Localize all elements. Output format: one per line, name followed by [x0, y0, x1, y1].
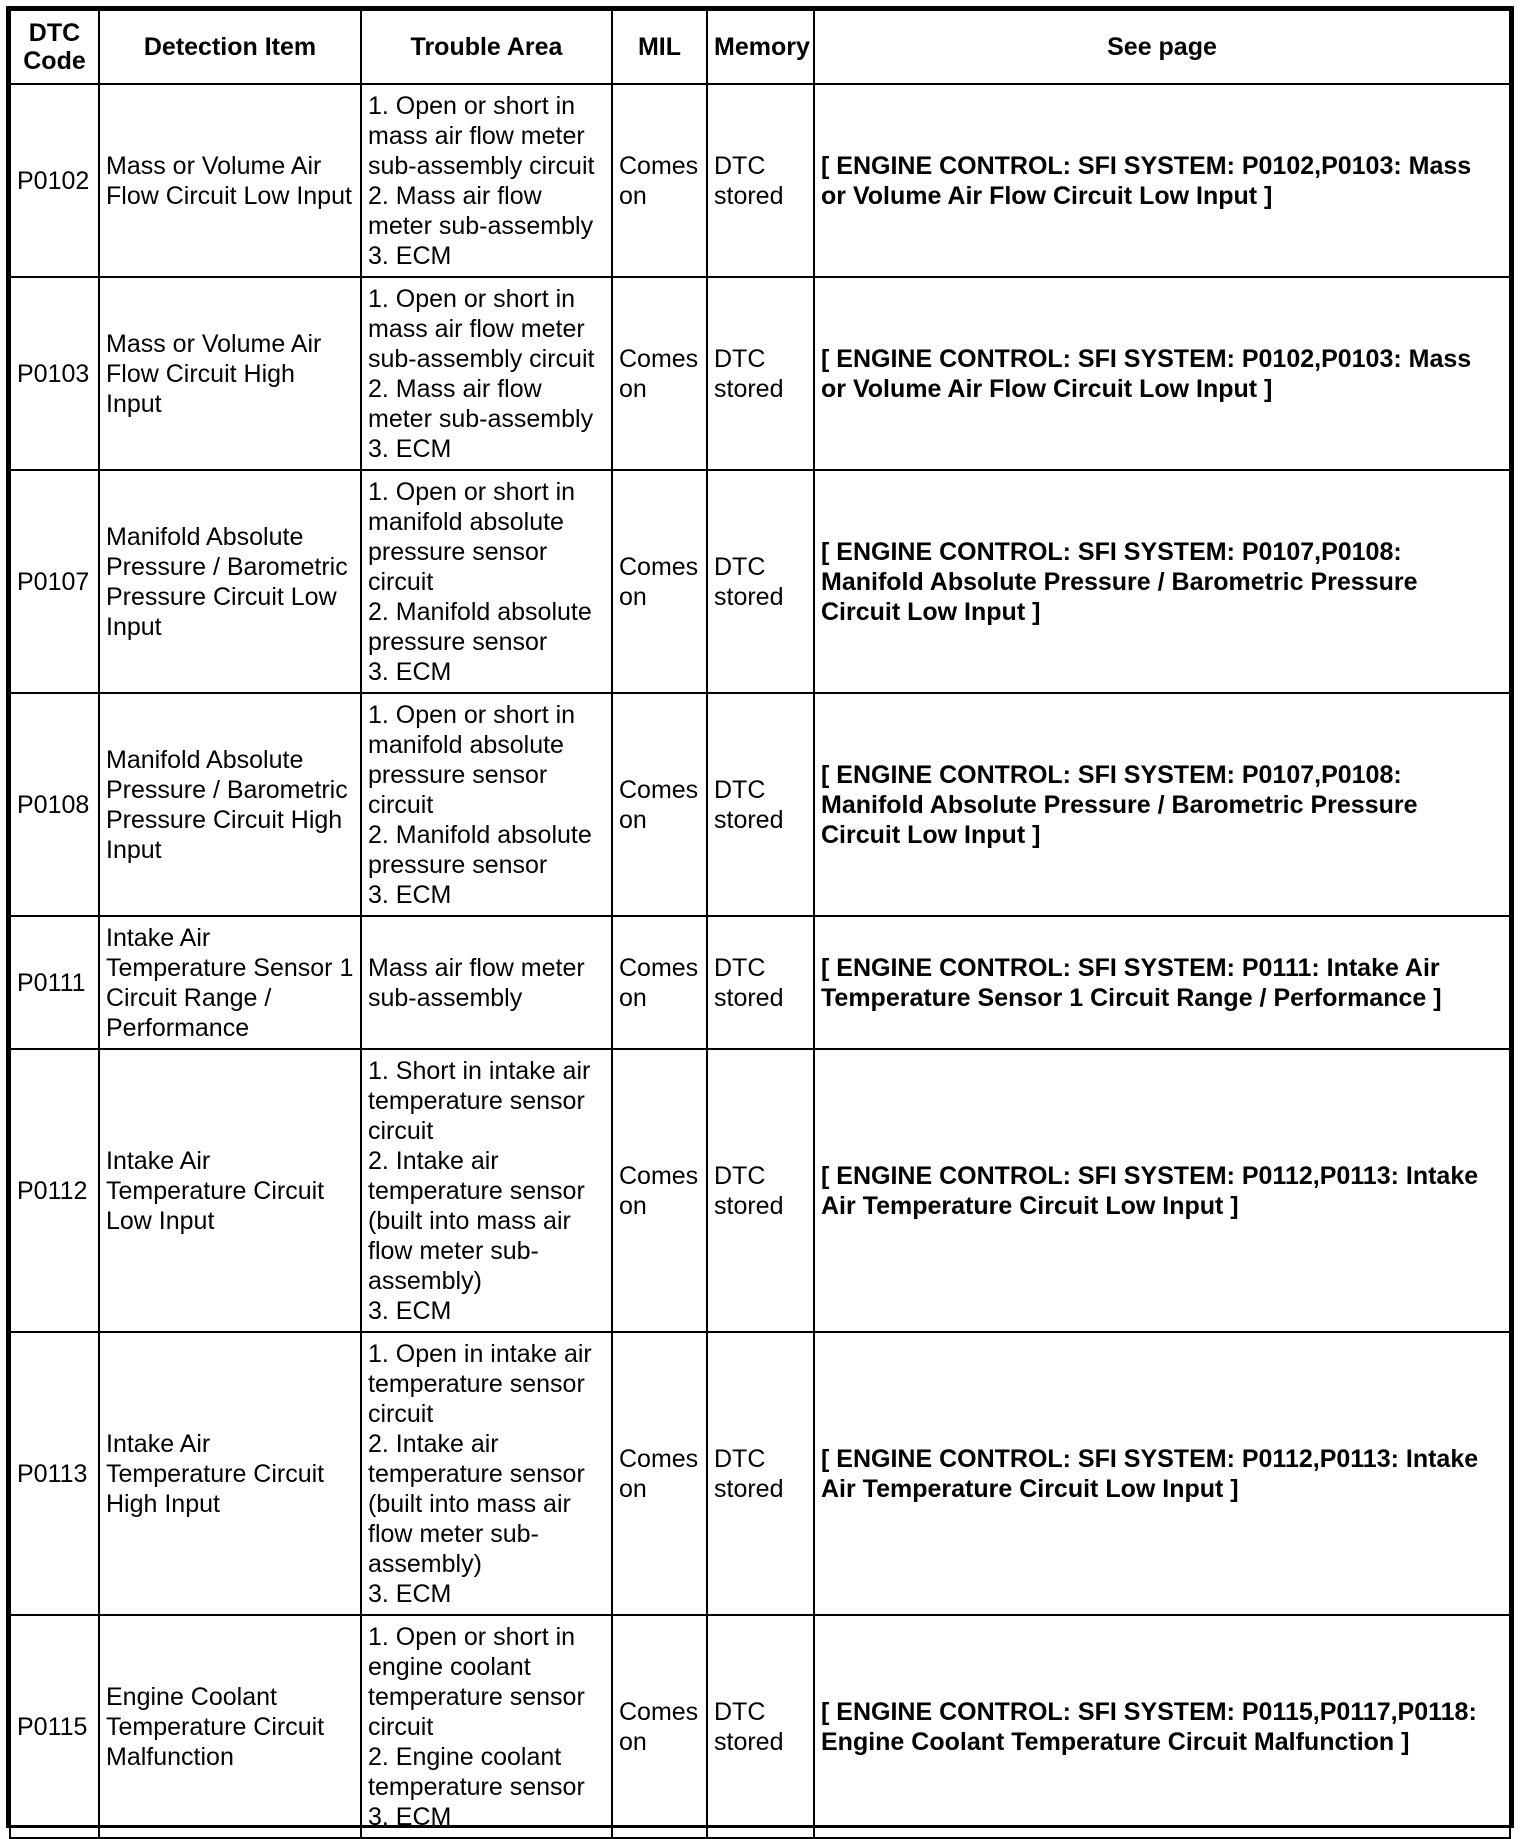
see-page-link[interactable]: [ ENGINE CONTROL: SFI SYSTEM: P0107,P0108: Manifold Absolute Pressure / Barometric Pressure Circuit Low Input ] [814, 693, 1510, 916]
memory-cell: DTC stored [707, 470, 814, 693]
dtc-code-cell: P0102 [10, 84, 99, 277]
memory-cell: DTC stored [707, 1615, 814, 1838]
see-page-link[interactable]: [ ENGINE CONTROL: SFI SYSTEM: P0111: Intake Air Temperature Sensor 1 Circuit Range / Performance ] [814, 916, 1510, 1049]
detection-item-cell: Intake Air Temperature Circuit Low Input [99, 1049, 361, 1332]
detection-item-cell: Manifold Absolute Pressure / Barometric Pressure Circuit Low Input [99, 470, 361, 693]
trouble-area-cell: 1. Open or short in manifold absolute pressure sensor circuit 2. Manifold absolute pressure sensor 3. ECM [361, 693, 612, 916]
trouble-area-cell: 1. Open or short in engine coolant temperature sensor circuit 2. Engine coolant temperature sensor 3. ECM [361, 1615, 612, 1838]
table-row [10, 1049, 1510, 1332]
table-row [10, 916, 1510, 1049]
detection-item-cell: Intake Air Temperature Sensor 1 Circuit Range / Performance [99, 916, 361, 1049]
header-dtc-code: DTC Code [10, 10, 99, 84]
detection-item-cell: Mass or Volume Air Flow Circuit High Input [99, 277, 361, 470]
dtc-code-cell: P0115 [10, 1615, 99, 1838]
see-page-link[interactable]: [ ENGINE CONTROL: SFI SYSTEM: P0112,P0113: Intake Air Temperature Circuit Low Input ] [814, 1332, 1510, 1615]
dtc-code-cell: P0112 [10, 1049, 99, 1332]
mil-cell: Comes on [612, 1332, 707, 1615]
mil-cell: Comes on [612, 1615, 707, 1838]
table-row [10, 470, 1510, 693]
mil-cell: Comes on [612, 470, 707, 693]
memory-cell: DTC stored [707, 84, 814, 277]
table-header-row [10, 10, 1510, 84]
header-memory: Memory [707, 10, 814, 84]
trouble-area-cell: Mass air flow meter sub-assembly [361, 916, 612, 1049]
detection-item-cell: Intake Air Temperature Circuit High Input [99, 1332, 361, 1615]
header-see-page: See page [814, 10, 1510, 84]
header-mil: MIL [612, 10, 707, 84]
table-row [10, 84, 1510, 277]
memory-cell: DTC stored [707, 277, 814, 470]
see-page-link[interactable]: [ ENGINE CONTROL: SFI SYSTEM: P0115,P0117,P0118: Engine Coolant Temperature Circuit Malfunction ] [814, 1615, 1510, 1838]
see-page-link[interactable]: [ ENGINE CONTROL: SFI SYSTEM: P0102,P0103: Mass or Volume Air Flow Circuit Low Input ] [814, 277, 1510, 470]
dtc-code-cell: P0107 [10, 470, 99, 693]
memory-cell: DTC stored [707, 1332, 814, 1615]
see-page-link[interactable]: [ ENGINE CONTROL: SFI SYSTEM: P0102,P0103: Mass or Volume Air Flow Circuit Low Input ] [814, 84, 1510, 277]
dtc-code-cell: P0113 [10, 1332, 99, 1615]
mil-cell: Comes on [612, 84, 707, 277]
detection-item-cell: Mass or Volume Air Flow Circuit Low Input [99, 84, 361, 277]
trouble-area-cell: 1. Open or short in manifold absolute pressure sensor circuit 2. Manifold absolute pressure sensor 3. ECM [361, 470, 612, 693]
trouble-area-cell: 1. Short in intake air temperature sensor circuit 2. Intake air temperature sensor (built into mass air flow meter sub-assembly) 3. ECM [361, 1049, 612, 1332]
memory-cell: DTC stored [707, 1049, 814, 1332]
memory-cell: DTC stored [707, 916, 814, 1049]
table-row [10, 1615, 1510, 1838]
see-page-link[interactable]: [ ENGINE CONTROL: SFI SYSTEM: P0107,P0108: Manifold Absolute Pressure / Barometric Pressure Circuit Low Input ] [814, 470, 1510, 693]
dtc-table [9, 9, 1511, 1839]
dtc-code-cell: P0108 [10, 693, 99, 916]
trouble-area-cell: 1. Open or short in mass air flow meter sub-assembly circuit 2. Mass air flow meter sub-assembly 3. ECM [361, 84, 612, 277]
mil-cell: Comes on [612, 277, 707, 470]
dtc-code-cell: P0111 [10, 916, 99, 1049]
table-row [10, 693, 1510, 916]
table-row [10, 277, 1510, 470]
mil-cell: Comes on [612, 1049, 707, 1332]
mil-cell: Comes on [612, 693, 707, 916]
detection-item-cell: Manifold Absolute Pressure / Barometric Pressure Circuit High Input [99, 693, 361, 916]
table-row [10, 1332, 1510, 1615]
see-page-link[interactable]: [ ENGINE CONTROL: SFI SYSTEM: P0112,P0113: Intake Air Temperature Circuit Low Input ] [814, 1049, 1510, 1332]
trouble-area-cell: 1. Open or short in mass air flow meter sub-assembly circuit 2. Mass air flow meter sub-assembly 3. ECM [361, 277, 612, 470]
trouble-area-cell: 1. Open in intake air temperature sensor circuit 2. Intake air temperature sensor (built into mass air flow meter sub-assembly) 3. ECM [361, 1332, 612, 1615]
dtc-code-cell: P0103 [10, 277, 99, 470]
header-trouble-area: Trouble Area [361, 10, 612, 84]
memory-cell: DTC stored [707, 693, 814, 916]
header-detection-item: Detection Item [99, 10, 361, 84]
mil-cell: Comes on [612, 916, 707, 1049]
detection-item-cell: Engine Coolant Temperature Circuit Malfunction [99, 1615, 361, 1838]
dtc-table-container [6, 6, 1514, 1831]
